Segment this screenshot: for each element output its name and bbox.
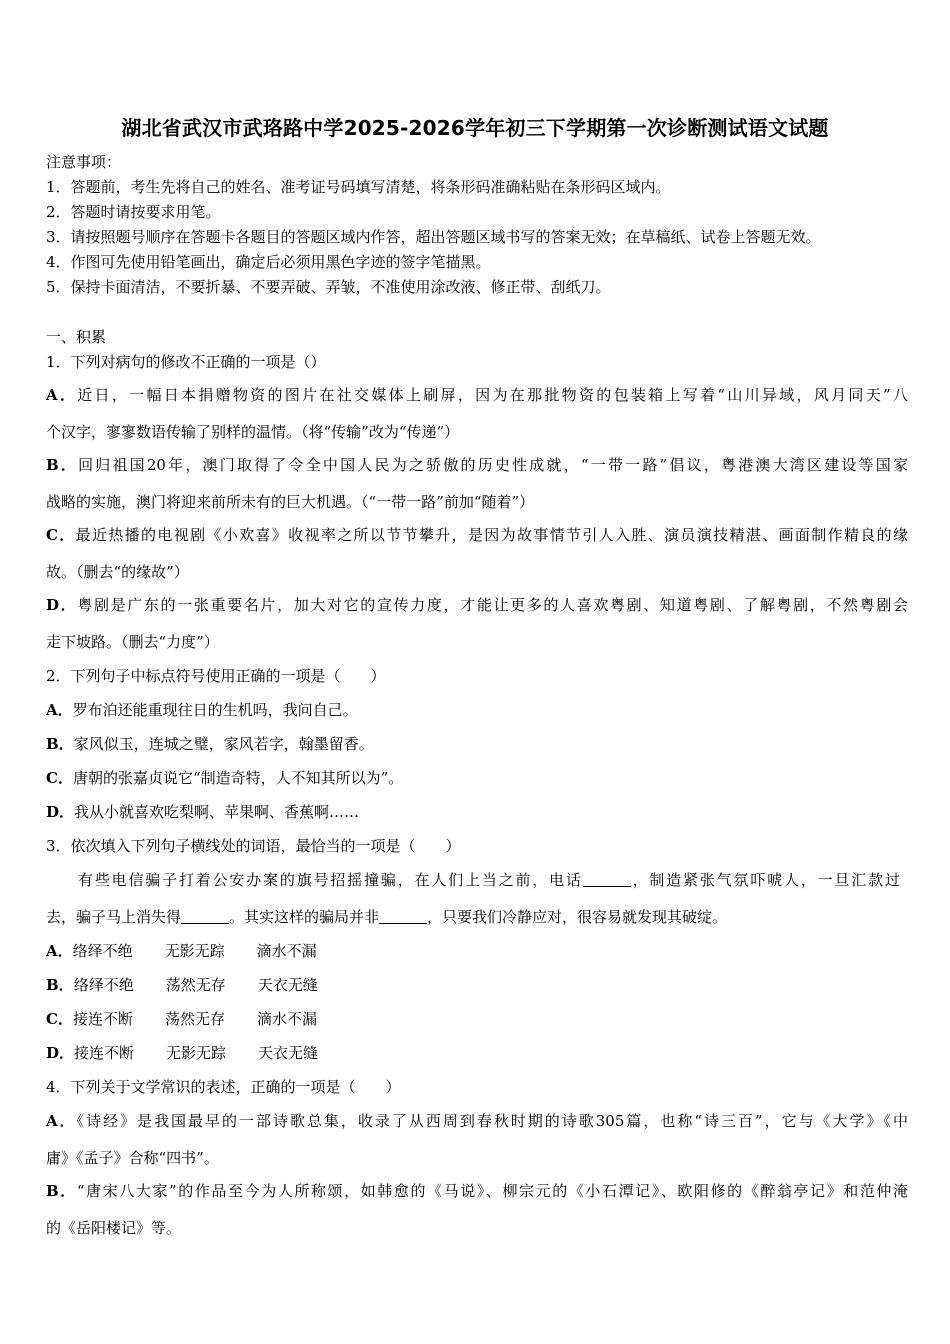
q1-stem: 1．下列对病句的修改不正确的一项是（） bbox=[46, 353, 326, 371]
notice-heading: 注意事项： bbox=[46, 153, 122, 171]
option-word: 荡然无存 bbox=[164, 1010, 225, 1028]
blank-line bbox=[181, 909, 229, 924]
q2-option-a bbox=[46, 700, 908, 720]
notice-item-2: 2．答题时请按要求用笔。 bbox=[46, 203, 221, 221]
option-word: 荡然无存 bbox=[165, 976, 226, 994]
passage-text: ，只要我们冷静应对，很容易就发现其破绽。 bbox=[427, 908, 728, 926]
option-label: B． bbox=[46, 1182, 77, 1200]
option-word: 无影无踪 bbox=[166, 1044, 227, 1062]
passage-text: 去，骗子马上消失得 bbox=[46, 908, 182, 926]
q2-stem: 2．下列句子中标点符号使用正确的一项是（ ） bbox=[46, 667, 386, 685]
q3-option-d bbox=[46, 1043, 908, 1063]
passage-text: 。其实这样的骗局并非 bbox=[229, 908, 380, 926]
option-text: 我从小就喜欢吃梨啊、苹果啊、香蕉啊…… bbox=[74, 803, 360, 821]
notice-item-3: 3．请按照题号顺序在答题卡各题目的答题区域内作答，超出答题区域书写的答案无效；在草稿纸、试卷上答题无效。 bbox=[46, 228, 821, 246]
q3-option-c bbox=[46, 1009, 908, 1029]
q2-option-d bbox=[46, 802, 908, 822]
option-text: “唐宋八大家”的作品至今为人所称颂，如韩愈的《马说》、柳宗元的《小石潭记》、欧阳修的《醉翁亭记》和范仲淹 bbox=[76, 1182, 909, 1200]
q3-passage-line-2 bbox=[46, 907, 908, 927]
q4-option-a bbox=[46, 1111, 908, 1131]
option-text: 唐朝的张嘉贞说它“制造奇特，人不知其所以为”。 bbox=[72, 769, 404, 787]
option-text: 回归祖国20年，澳门取得了令全中国人民为之骄傲的历史性成就，“一带一路”倡议，粤港澳大湾区建设等国家 bbox=[78, 456, 908, 474]
option-text: 罗布泊还能重现往日的生机吗，我问自己。 bbox=[72, 701, 358, 719]
option-text: 近日，一幅日本捐赠物资的图片在社交媒体上刷屏，因为在那批物资的包装箱上写着“山川异域，风月同天”八 bbox=[77, 386, 909, 404]
option-label: B． bbox=[46, 456, 79, 474]
q1-option-a-cont: 个汉字，寥寥数语传输了别样的温情。（将“传输”改为“传递”） bbox=[46, 423, 460, 441]
option-label: D． bbox=[46, 803, 75, 821]
q4-option-a-cont: 庸》《孟子》合称“四书”。 bbox=[46, 1149, 219, 1167]
section-heading: 一、积累 bbox=[46, 328, 107, 346]
blank-line bbox=[583, 872, 631, 887]
option-label: D． bbox=[46, 1044, 75, 1062]
q1-option-b bbox=[46, 455, 908, 475]
option-label: B． bbox=[46, 976, 74, 994]
q3-option-a bbox=[46, 941, 908, 961]
q4-option-b-cont: 的《岳阳楼记》等。 bbox=[46, 1219, 182, 1237]
notice-item-5: 5．保持卡面清洁，不要折暴、不要弄破、弄皱，不准使用涂改液、修正带、刮纸刀。 bbox=[46, 278, 611, 296]
option-label: A． bbox=[46, 942, 73, 960]
option-word: 天衣无缝 bbox=[257, 976, 318, 994]
option-label: C． bbox=[46, 526, 76, 544]
option-label: A． bbox=[46, 1112, 77, 1130]
q1-option-a bbox=[46, 385, 908, 405]
q4-option-b bbox=[46, 1181, 908, 1201]
option-text: 粤剧是广东的一张重要名片，加大对它的宣传力度，才能让更多的人喜欢粤剧、知道粤剧、了解粤剧，不然粤剧会 bbox=[77, 596, 908, 614]
passage-text: 有些电信骗子打着公安办案的旗号招摇撞骗，在人们上当之前，电话 bbox=[78, 871, 583, 889]
q1-option-d-cont: 走下坡路。（删去“力度”） bbox=[46, 633, 219, 651]
q2-option-b bbox=[46, 734, 908, 754]
option-word: 滴水不漏 bbox=[256, 942, 317, 960]
q2-option-c bbox=[46, 768, 908, 788]
option-word: 络绎不绝 bbox=[73, 976, 134, 994]
option-text: 最近热播的电视剧《小欢喜》收视率之所以节节攀升，是因为故事情节引人入胜、演员演技精湛、画面制作精良的缘 bbox=[75, 526, 908, 544]
option-label: B． bbox=[46, 735, 74, 753]
option-text: 家风似玉，连城之璧，家风若字，翰墨留香。 bbox=[73, 735, 374, 753]
option-label: A． bbox=[46, 386, 78, 404]
option-label: C． bbox=[46, 1010, 73, 1028]
notice-item-4: 4．作图可先使用铅笔画出，确定后必须用黑色字迹的签字笔描黑。 bbox=[46, 253, 491, 271]
option-word: 接连不断 bbox=[74, 1044, 135, 1062]
page-title: 湖北省武汉市武珞路中学2025-2026学年初三下学期第一次诊断测试语文试题 bbox=[121, 116, 829, 140]
option-word: 天衣无缝 bbox=[258, 1044, 319, 1062]
option-text: 《诗经》是我国最早的一部诗歌总集，收录了从西周到春秋时期的诗歌305篇，也称“诗三百”，它与《大学》《中 bbox=[76, 1112, 908, 1130]
option-label: C． bbox=[46, 769, 73, 787]
blank-line bbox=[379, 909, 427, 924]
q1-option-b-cont: 战略的实施，澳门将迎来前所未有的巨大机遇。（“一带一路”前加“随着”） bbox=[46, 493, 535, 511]
q4-stem: 4．下列关于文学常识的表述，正确的一项是（ ） bbox=[46, 1078, 401, 1096]
passage-text: ，制造紧张气氛吓唬人，一旦汇款过 bbox=[630, 871, 900, 889]
q1-option-c bbox=[46, 525, 908, 545]
option-label: D． bbox=[46, 596, 78, 614]
option-label: A． bbox=[46, 701, 73, 719]
q3-passage-line-1 bbox=[78, 870, 900, 890]
option-word: 滴水不漏 bbox=[256, 1010, 317, 1028]
q3-option-b bbox=[46, 975, 908, 995]
notice-item-1: 1．答题前，考生先将自己的姓名、准考证号码填写清楚，将条形码准确粘贴在条形码区域内。 bbox=[46, 178, 671, 196]
q1-option-c-cont: 故。（删去“的缘故”） bbox=[46, 563, 189, 581]
q1-option-d bbox=[46, 595, 908, 615]
q3-stem: 3．依次填入下列句子横线处的词语，最恰当的一项是（ ） bbox=[46, 837, 461, 855]
option-word: 接连不断 bbox=[72, 1010, 133, 1028]
option-word: 络绎不绝 bbox=[72, 942, 133, 960]
option-word: 无影无踪 bbox=[164, 942, 225, 960]
